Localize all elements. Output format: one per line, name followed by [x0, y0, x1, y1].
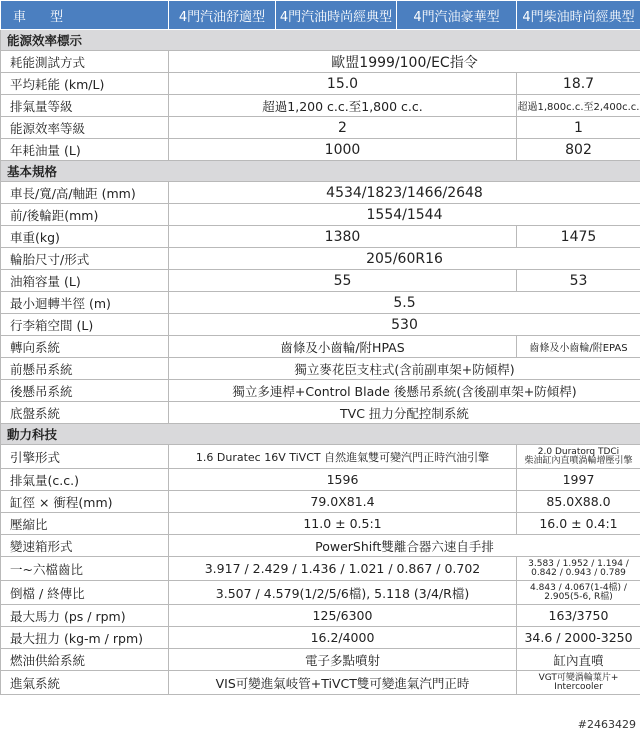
table-row	[1, 182, 640, 204]
cell-value: 3.917 / 2.429 / 1.436 / 1.021 / 0.867 / 0.702	[169, 557, 517, 581]
cell-value: 163/3750	[517, 605, 640, 627]
table-row	[1, 445, 640, 469]
cell-value: PowerShift雙離合器六速自手排	[169, 535, 640, 557]
cell-value: 125/6300	[169, 605, 517, 627]
cell-line: 3.583 / 1.952 / 1.194 /	[528, 558, 629, 569]
cell-value: 獨立麥花臣支柱式(含前副車架+防傾桿)	[169, 358, 640, 380]
cell-value: 2	[169, 117, 517, 139]
table-row	[1, 605, 640, 627]
row-label: 前懸吊系統	[1, 358, 169, 380]
row-label: 進氣系統	[1, 671, 169, 695]
row-label: 燃油供給系統	[1, 649, 169, 671]
col-petrol-comfort: 4門汽油舒適型	[169, 1, 276, 30]
cell-line: 柴油缸內直噴渦輪增壓引擎	[524, 455, 633, 466]
row-label: 引擎形式	[1, 445, 169, 469]
table-row	[1, 226, 640, 248]
row-label: 平均耗能 (km/L)	[1, 73, 169, 95]
row-label: 能源效率等級	[1, 117, 169, 139]
cell-value	[517, 671, 640, 695]
watermark: #2463429	[577, 718, 636, 731]
cell-line: VGT可變渦輪葉片+	[538, 672, 619, 683]
cell-value: 16.2/4000	[169, 627, 517, 649]
table-row	[1, 535, 640, 557]
section-row	[1, 30, 640, 51]
col-diesel-classic: 4門柴油時尚經典型	[517, 1, 640, 30]
cell-line: 2.0 Duratorq TDCi	[537, 446, 620, 457]
section-row	[1, 424, 640, 445]
table-row	[1, 469, 640, 491]
cell-value: TVC 扭力分配控制系統	[169, 402, 640, 424]
table-row	[1, 117, 640, 139]
cell-line: 4.843 / 4.067(1-4檔) /	[530, 582, 627, 593]
cell-value: 79.0X81.4	[169, 491, 517, 513]
cell-value: 16.0 ± 0.4:1	[517, 513, 640, 535]
row-label: 排氣量(c.c.)	[1, 469, 169, 491]
row-label: 年耗油量 (L)	[1, 139, 169, 161]
cell-value: 530	[169, 314, 640, 336]
cell-value: 缸內直噴	[517, 649, 640, 671]
row-label: 排氣量等級	[1, 95, 169, 117]
header-row	[1, 1, 640, 30]
table-row	[1, 248, 640, 270]
cell-value: 電子多點噴射	[169, 649, 517, 671]
cell-value: 34.6 / 2000-3250	[517, 627, 640, 649]
table-row	[1, 649, 640, 671]
row-label: 行李箱空間 (L)	[1, 314, 169, 336]
cell-value: 15.0	[169, 73, 517, 95]
cell-value: 11.0 ± 0.5:1	[169, 513, 517, 535]
col-model: 車 型	[1, 1, 169, 30]
table-row	[1, 139, 640, 161]
col-petrol-luxury: 4門汽油豪華型	[397, 1, 517, 30]
cell-value: 85.0X88.0	[517, 491, 640, 513]
row-label: 最小迴轉半徑 (m)	[1, 292, 169, 314]
cell-value: 齒條及小齒輪/附EPAS	[517, 336, 640, 358]
cell-value: 歐盟1999/100/EC指令	[169, 51, 640, 73]
cell-value: 4534/1823/1466/2648	[169, 182, 640, 204]
cell-value: 1000	[169, 139, 517, 161]
table-row	[1, 270, 640, 292]
row-label: 後懸吊系統	[1, 380, 169, 402]
cell-value: 獨立多連桿+Control Blade 後懸吊系統(含後副車架+防傾桿)	[169, 380, 640, 402]
cell-value	[517, 445, 640, 469]
cell-value: 1	[517, 117, 640, 139]
table-row	[1, 491, 640, 513]
row-label: 底盤系統	[1, 402, 169, 424]
cell-value: 5.5	[169, 292, 640, 314]
row-label: 耗能測試方式	[1, 51, 169, 73]
cell-value: 55	[169, 270, 517, 292]
cell-line: 2.905(5-6, R檔)	[544, 591, 613, 602]
section-power: 動力科技	[1, 424, 640, 445]
cell-value: 1380	[169, 226, 517, 248]
cell-value	[517, 557, 640, 581]
table-row	[1, 358, 640, 380]
cell-value: 1997	[517, 469, 640, 491]
table-row	[1, 513, 640, 535]
row-label: 輪胎尺寸/形式	[1, 248, 169, 270]
row-label: 車長/寬/高/軸距 (mm)	[1, 182, 169, 204]
table-row	[1, 336, 640, 358]
col-petrol-classic: 4門汽油時尚經典型	[276, 1, 397, 30]
row-label: 變速箱形式	[1, 535, 169, 557]
table-row	[1, 627, 640, 649]
row-label: 倒檔 / 終傳比	[1, 581, 169, 605]
table-row	[1, 51, 640, 73]
row-label: 最大扭力 (kg-m / rpm)	[1, 627, 169, 649]
cell-value: 1.6 Duratec 16V TiVCT 自然進氣雙可變汽門正時汽油引擎	[169, 445, 517, 469]
table-row	[1, 380, 640, 402]
row-label: 車重(kg)	[1, 226, 169, 248]
cell-value: 1554/1544	[169, 204, 640, 226]
cell-line: 0.842 / 0.943 / 0.789	[531, 567, 626, 578]
cell-value: 53	[517, 270, 640, 292]
row-label: 轉向系統	[1, 336, 169, 358]
row-label: 前/後輪距(mm)	[1, 204, 169, 226]
cell-value: VIS可變進氣岐管+TiVCT雙可變進氣汽門正時	[169, 671, 517, 695]
table-row	[1, 73, 640, 95]
cell-value: 3.507 / 4.579(1/2/5/6檔), 5.118 (3/4/R檔)	[169, 581, 517, 605]
cell-value: 205/60R16	[169, 248, 640, 270]
cell-value: 802	[517, 139, 640, 161]
section-energy: 能源效率標示	[1, 30, 640, 51]
section-row	[1, 161, 640, 182]
table-row	[1, 292, 640, 314]
cell-value: 超過1,800c.c.至2,400c.c.	[517, 95, 640, 117]
table-row	[1, 671, 640, 695]
section-basic: 基本規格	[1, 161, 640, 182]
cell-value: 1596	[169, 469, 517, 491]
table-row	[1, 204, 640, 226]
row-label: 一~六檔齒比	[1, 557, 169, 581]
table-row	[1, 581, 640, 605]
cell-line: Intercooler	[554, 681, 603, 692]
row-label: 缸徑 × 衝程(mm)	[1, 491, 169, 513]
cell-value	[517, 581, 640, 605]
cell-value: 1475	[517, 226, 640, 248]
table-row	[1, 402, 640, 424]
cell-value: 18.7	[517, 73, 640, 95]
table-row	[1, 95, 640, 117]
table-row	[1, 557, 640, 581]
cell-value: 超過1,200 c.c.至1,800 c.c.	[169, 95, 517, 117]
row-label: 最大馬力 (ps / rpm)	[1, 605, 169, 627]
row-label: 油箱容量 (L)	[1, 270, 169, 292]
cell-value: 齒條及小齒輪/附HPAS	[169, 336, 517, 358]
table-row	[1, 314, 640, 336]
row-label: 壓縮比	[1, 513, 169, 535]
